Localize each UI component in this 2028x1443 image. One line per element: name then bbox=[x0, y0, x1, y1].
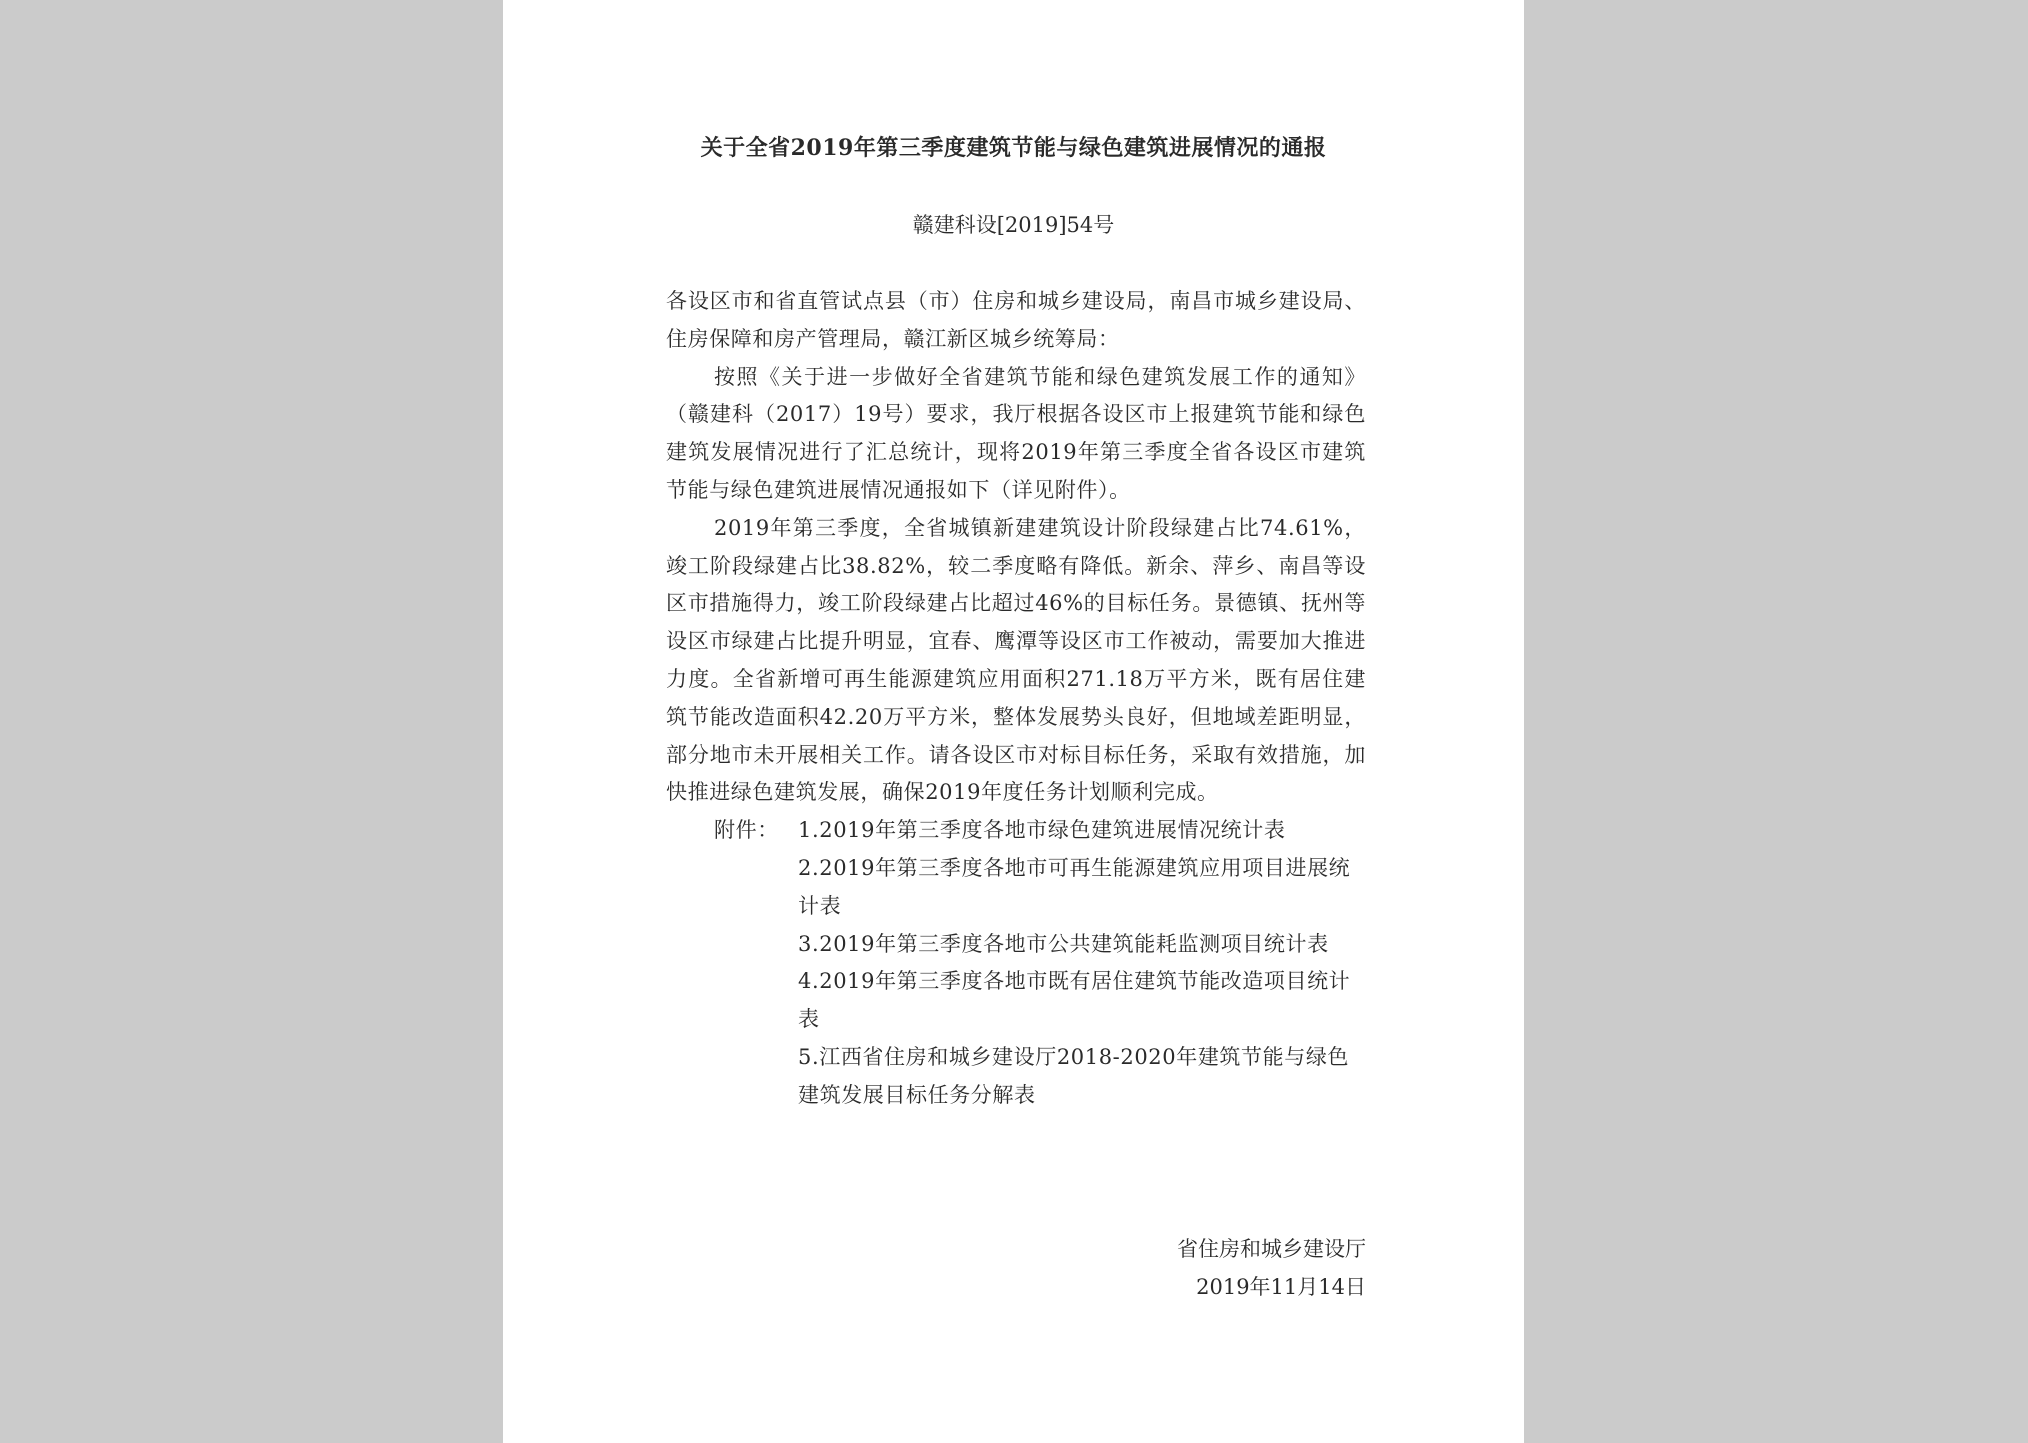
attachments-section bbox=[666, 812, 1366, 1114]
attachment-item: 1.2019年第三季度各地市绿色建筑进展情况统计表 bbox=[798, 818, 1286, 843]
attachment-item: 5.江西省住房和城乡建设厅2018-2020年建筑节能与绿色建筑发展目标任务分解表 bbox=[798, 1044, 1350, 1107]
attachment-item: 4.2019年第三季度各地市既有居住建筑节能改造项目统计表 bbox=[798, 969, 1351, 1032]
issuer-signature: 省住房和城乡建设厅 bbox=[1177, 1237, 1366, 1261]
attachment-item: 3.2019年第三季度各地市公共建筑能耗监测项目统计表 bbox=[798, 931, 1329, 956]
paragraph: 按照《关于进一步做好全省建筑节能和绿色建筑发展工作的通知》（赣建科（2017）19号）要求，我厅根据各设区市上报建筑节能和绿色建筑发展情况进行了汇总统计，现将2019年第三季度全省各设区市建筑节能与绿色建筑进展情况通报如下（详见附件）。 bbox=[666, 364, 1366, 502]
issue-date: 2019年11月14日 bbox=[1196, 1275, 1366, 1299]
attachments-list bbox=[798, 812, 1366, 1114]
attachments-label: 附件： bbox=[714, 818, 779, 843]
paragraph: 2019年第三季度，全省城镇新建建筑设计阶段绿建占比74.61%，竣工阶段绿建占比38.82%，较二季度略有降低。新余、萍乡、南昌等设区市措施得力，竣工阶段绿建占比超过46%的目标任务。景德镇、抚州等设区市绿建占比提升明显，宜春、鹰潭等设区市工作被动，需要加大推进力度。全省新增可再生能源建筑应用面积271.18万平方米，既有居住建筑节能改造面积42.20万平方米，整体发展势头良好，但地域差距明显，部分地市未开展相关工作。请各设区市对标目标任务，采取有效措施，加快推进绿色建筑发展，确保2019年度任务计划顺利完成。 bbox=[666, 515, 1366, 805]
document-page bbox=[503, 0, 1524, 1443]
document-title: 关于全省2019年第三季度建筑节能与绿色建筑进展情况的通报 bbox=[700, 135, 1327, 161]
attachment-item: 2.2019年第三季度各地市可再生能源建筑应用项目进展统计表 bbox=[798, 855, 1351, 918]
document-number: 赣建科设[2019]54号 bbox=[912, 213, 1115, 237]
salutation: 各设区市和省直管试点县（市）住房和城乡建设局，南昌市城乡建设局、住房保障和房产管理局，赣江新区城乡统筹局： bbox=[666, 289, 1366, 351]
document-body bbox=[666, 283, 1366, 1115]
